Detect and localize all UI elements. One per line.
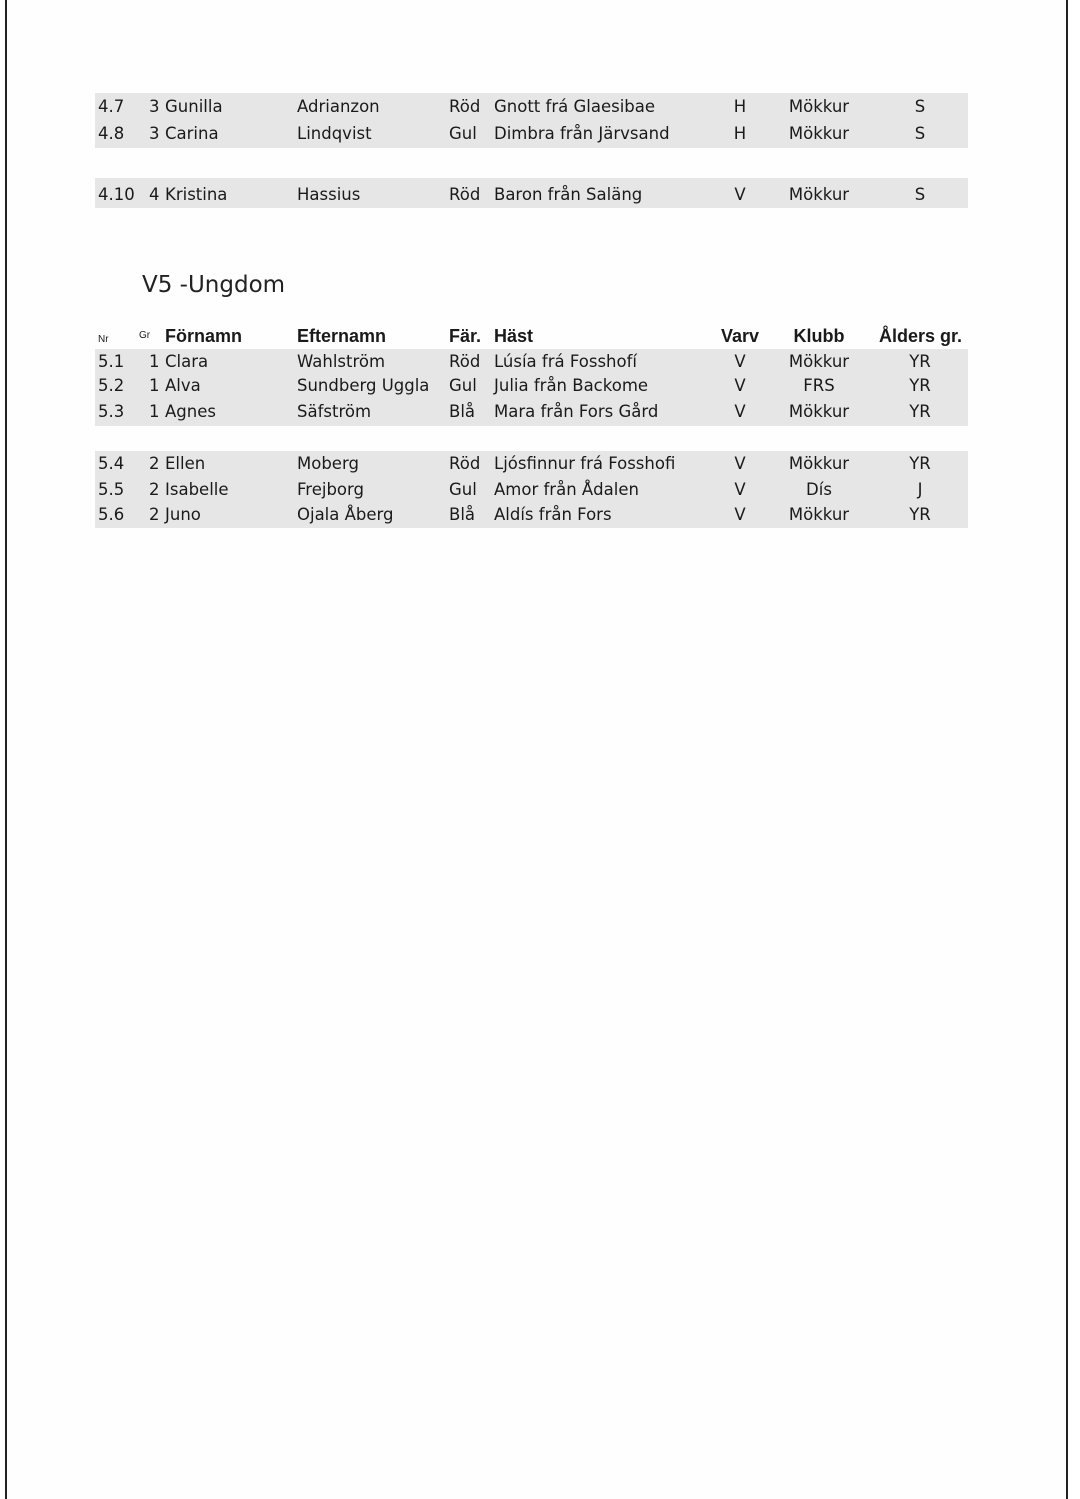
cell-last-name: Ojala Åberg xyxy=(297,505,394,524)
cell-last-name: Wahlström xyxy=(297,352,386,371)
cell-varv: H xyxy=(733,97,747,116)
header-age-group: Ålders gr. xyxy=(878,326,963,346)
cell-last-name: Adrianzon xyxy=(297,97,380,116)
cell-varv: V xyxy=(734,454,746,473)
cell-klubb: Mökkur xyxy=(788,97,850,116)
cell-age-group: S xyxy=(914,185,926,204)
table-row xyxy=(95,121,968,147)
cell-gr: 1 xyxy=(149,352,160,371)
cell-age-group: YR xyxy=(909,376,931,395)
cell-klubb: Mökkur xyxy=(788,185,850,204)
cell-nr: 5.5 xyxy=(98,480,125,499)
cell-gr: 1 xyxy=(149,376,160,395)
cell-age-group: YR xyxy=(909,402,931,421)
cell-age-group: YR xyxy=(909,352,931,371)
cell-first-name: Juno xyxy=(165,505,201,524)
cell-klubb: Mökkur xyxy=(788,124,850,143)
table-row xyxy=(95,94,968,120)
cell-color: Blå xyxy=(449,505,476,524)
cell-color: Blå xyxy=(449,402,476,421)
cell-color: Gul xyxy=(449,124,477,143)
table-row xyxy=(95,502,968,528)
cell-age-group: YR xyxy=(909,454,931,473)
cell-varv: H xyxy=(733,124,747,143)
cell-varv: V xyxy=(734,185,746,204)
cell-color: Röd xyxy=(449,185,481,204)
cell-horse: Aldís från Fors xyxy=(494,505,612,524)
header-nr: Nr xyxy=(98,334,109,345)
cell-horse: Mara från Fors Gård xyxy=(494,402,659,421)
table-row xyxy=(95,477,968,503)
cell-gr: 2 xyxy=(149,454,160,473)
cell-gr: 2 xyxy=(149,480,160,499)
cell-horse: Gnott frá Glaesibae xyxy=(494,97,656,116)
cell-age-group: S xyxy=(914,124,926,143)
table-row xyxy=(95,349,968,375)
cell-last-name: Sundberg Uggla xyxy=(297,376,430,395)
section-title: V5 -Ungdom xyxy=(142,272,286,298)
cell-klubb: FRS xyxy=(803,376,835,395)
cell-horse: Lúsía frá Fosshofí xyxy=(494,352,637,371)
cell-last-name: Moberg xyxy=(297,454,359,473)
cell-last-name: Lindqvist xyxy=(297,124,372,143)
cell-horse: Ljósfinnur frá Fosshofi xyxy=(494,454,676,473)
header-first-name: Förnamn xyxy=(165,326,243,346)
header-varv: Varv xyxy=(720,326,760,346)
table-row xyxy=(95,373,968,399)
document-page xyxy=(5,0,1068,1499)
cell-first-name: Clara xyxy=(165,352,209,371)
table-row xyxy=(95,451,968,477)
cell-nr: 5.3 xyxy=(98,402,125,421)
cell-horse: Baron från Saläng xyxy=(494,185,643,204)
cell-varv: V xyxy=(734,505,746,524)
cell-horse: Amor från Ådalen xyxy=(494,480,639,499)
header-gr: Gr xyxy=(139,330,151,341)
cell-first-name: Ellen xyxy=(165,454,206,473)
cell-varv: V xyxy=(734,376,746,395)
cell-gr: 4 xyxy=(149,185,160,204)
cell-horse: Julia från Backome xyxy=(494,376,649,395)
cell-nr: 5.6 xyxy=(98,505,125,524)
cell-gr: 1 xyxy=(149,402,160,421)
header-color: Fär. xyxy=(449,326,482,346)
cell-klubb: Mökkur xyxy=(788,505,850,524)
cell-horse: Dimbra från Järvsand xyxy=(494,124,670,143)
cell-first-name: Isabelle xyxy=(165,480,229,499)
cell-nr: 4.8 xyxy=(98,124,125,143)
cell-first-name: Carina xyxy=(165,124,219,143)
cell-age-group: YR xyxy=(909,505,931,524)
cell-varv: V xyxy=(734,352,746,371)
cell-color: Gul xyxy=(449,376,477,395)
cell-color: Gul xyxy=(449,480,477,499)
cell-nr: 4.10 xyxy=(98,185,135,204)
cell-first-name: Agnes xyxy=(165,402,216,421)
cell-color: Röd xyxy=(449,352,481,371)
cell-nr: 5.2 xyxy=(98,376,125,395)
cell-nr: 5.4 xyxy=(98,454,125,473)
cell-klubb: Mökkur xyxy=(788,454,850,473)
cell-first-name: Alva xyxy=(165,376,201,395)
cell-klubb: Mökkur xyxy=(788,352,850,371)
cell-gr: 2 xyxy=(149,505,160,524)
table-row xyxy=(95,399,968,425)
cell-age-group: J xyxy=(917,480,923,499)
header-horse: Häst xyxy=(494,326,534,346)
table-header xyxy=(95,323,968,349)
cell-color: Röd xyxy=(449,454,481,473)
cell-last-name: Säfström xyxy=(297,402,372,421)
cell-klubb: Mökkur xyxy=(788,402,850,421)
header-last-name: Efternamn xyxy=(297,326,387,346)
cell-first-name: Gunilla xyxy=(165,97,223,116)
cell-color: Röd xyxy=(449,97,481,116)
cell-varv: V xyxy=(734,402,746,421)
cell-first-name: Kristina xyxy=(165,185,228,204)
cell-age-group: S xyxy=(914,97,926,116)
cell-last-name: Hassius xyxy=(297,185,361,204)
cell-gr: 3 xyxy=(149,124,160,143)
cell-gr: 3 xyxy=(149,97,160,116)
cell-varv: V xyxy=(734,480,746,499)
cell-nr: 5.1 xyxy=(98,352,125,371)
cell-last-name: Frejborg xyxy=(297,480,364,499)
cell-nr: 4.7 xyxy=(98,97,125,116)
header-klubb: Klubb xyxy=(793,326,845,346)
cell-klubb: Dís xyxy=(806,480,832,499)
table-row xyxy=(95,182,968,208)
